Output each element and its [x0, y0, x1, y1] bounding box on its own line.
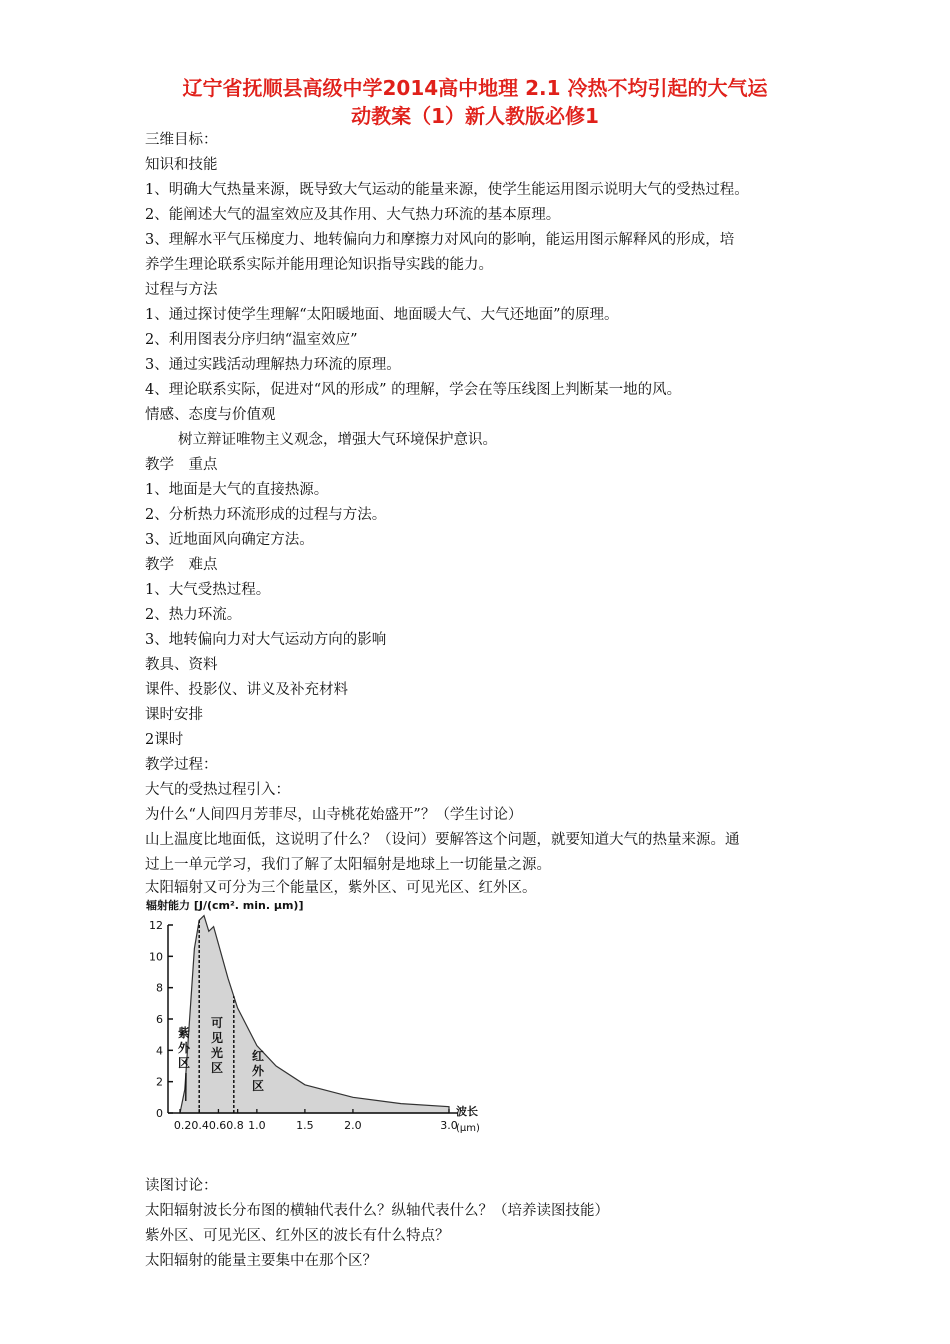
x-tick-label: 2.0 — [344, 1119, 362, 1132]
region-label: 可见光区 — [210, 1016, 224, 1075]
text-line: 教学 重点 — [145, 457, 218, 473]
x-tick-label: 1.0 — [248, 1119, 266, 1132]
text-line: 1、大气受热过程。 — [145, 582, 271, 598]
text-line: 养学生理论联系实际并能用理论知识指导实践的能力。 — [145, 257, 493, 273]
y-tick-label: 4 — [156, 1044, 163, 1058]
region-label: 红外区 — [251, 1049, 265, 1093]
document-title-line2: 动教案（1）新人教版必修1 — [351, 104, 599, 128]
radiation-area — [177, 916, 449, 1113]
text-line: 教学过程： — [145, 757, 218, 773]
x-tick-label: 1.5 — [296, 1119, 314, 1132]
text-line: 太阳辐射波长分布图的横轴代表什么？纵轴代表什么？（培养读图技能） — [145, 1203, 609, 1219]
text-line: 大气的受热过程引入： — [145, 782, 290, 798]
text-line: 知识和技能 — [145, 157, 218, 173]
text-line: 过上一单元学习，我们了解了太阳辐射是地球上一切能量之源。 — [145, 857, 551, 873]
text-line: 2、分析热力环流形成的过程与方法。 — [145, 507, 387, 523]
y-axis-ticks — [149, 919, 173, 1120]
x-tick-label: 3.0 — [440, 1119, 458, 1132]
text-line: 教具、资料 — [145, 657, 218, 673]
y-tick-label: 12 — [149, 919, 163, 932]
text-line: 2课时 — [145, 732, 184, 748]
text-line: 2、能阐述大气的温室效应及其作用、大气热力环流的基本原理。 — [145, 207, 561, 223]
text-line: 3、地转偏向力对大气运动方向的影响 — [145, 632, 387, 648]
text-line: 4、理论联系实际，促进对“风的形成” 的理解，学会在等压线图上判断某一地的风。 — [145, 382, 682, 398]
text-line: 1、明确大气热量来源，既导致大气运动的能量来源，使学生能运用图示说明大气的受热过程。 — [145, 182, 749, 198]
text-line: 为什么“人间四月芳菲尽，山寺桃花始盛开”？（学生讨论） — [145, 807, 523, 823]
y-tick-label: 10 — [149, 950, 163, 964]
text-line: 读图讨论： — [145, 1178, 218, 1194]
y-tick-label: 0 — [156, 1107, 163, 1120]
chart-ylabel: 辐射能力 [J/(cm². min. μm)] — [146, 899, 304, 912]
text-line: 3、通过实践活动理解热力环流的原理。 — [145, 357, 401, 373]
region-label: 紫外区 — [177, 1026, 191, 1070]
y-tick-label: 6 — [156, 1013, 163, 1026]
xlabel-unit: (μm) — [456, 1123, 480, 1134]
text-line: 情感、态度与价值观 — [145, 407, 276, 423]
document-title-line1: 辽宁省抚顺县高级中学2014高中地理 2.1 冷热不均引起的大气运 — [182, 76, 768, 100]
text-line: 1、地面是大气的直接热源。 — [145, 482, 329, 498]
text-line: 课时安排 — [145, 707, 203, 723]
text-line: 2、利用图表分序归纳“温室效应” — [145, 332, 358, 348]
text-line: 过程与方法 — [145, 282, 218, 298]
y-tick-label: 8 — [156, 981, 163, 995]
text-line: 1、通过探讨使学生理解“太阳暖地面、地面暖大气、大气还地面”的原理。 — [145, 307, 619, 323]
x-tick-label: 0.20.40.60.8 — [173, 1119, 244, 1132]
text-line: 三维目标： — [145, 132, 218, 148]
text-line: 太阳辐射又可分为三个能量区，紫外区、可见光区、红外区。 — [145, 880, 537, 896]
text-line: 2、热力环流。 — [145, 607, 242, 623]
text-line: 3、近地面风向确定方法。 — [145, 532, 314, 548]
text-line: 树立辩证唯物主义观念，增强大气环境保护意识。 — [178, 432, 497, 448]
xlabel-name: 波长 — [456, 1105, 478, 1118]
text-line: 山上温度比地面低，这说明了什么？（设问）要解答这个问题，就要知道大气的热量来源。通 — [145, 832, 740, 848]
text-line: 3、理解水平气压梯度力、地转偏向力和摩擦力对风向的影响，能运用图示解释风的形成，培 — [145, 232, 735, 248]
text-line: 太阳辐射的能量主要集中在那个区？ — [145, 1253, 377, 1269]
text-line: 课件、投影仪、讲义及补充材料 — [145, 682, 348, 698]
text-line: 紫外区、可见光区、红外区的波长有什么特点？ — [145, 1228, 450, 1244]
solar-radiation-chart — [140, 895, 485, 1140]
chart-xlabel — [456, 1104, 480, 1134]
text-line: 教学 难点 — [145, 557, 218, 573]
y-tick-label: 2 — [156, 1075, 163, 1089]
